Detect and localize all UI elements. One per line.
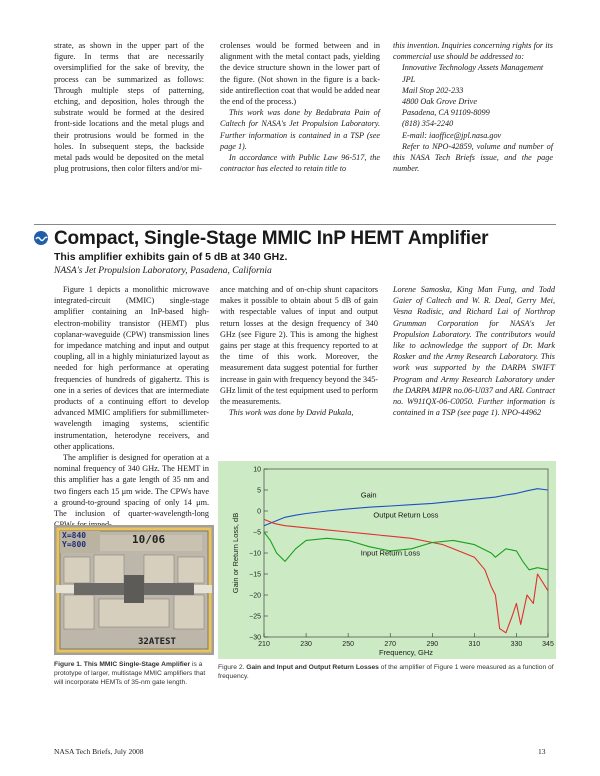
x-tick-label: 345 <box>542 641 554 648</box>
series-label: Gain <box>360 490 377 500</box>
caption-bold: Figure 1. This MMIC Single-Stage Amplifier <box>54 661 191 668</box>
paragraph: this invention. Inquiries concerning rights for its commercial use should be addressed to: <box>393 41 553 62</box>
chip-label-date: 10/06 <box>132 533 166 546</box>
chip-label-y: Y=800 <box>62 540 87 549</box>
top-col-3 <box>393 40 553 174</box>
contact-line: JPL <box>402 74 416 84</box>
contact-line: Mail Stop 202-233 <box>402 85 464 95</box>
y-tick-label: −15 <box>249 571 261 579</box>
y-tick-label: 0 <box>257 508 261 516</box>
caption-text: is a prototype of larger, multistage MMIC amplifiers that will incorporate HEMTs of 35-nm gate length. <box>54 661 206 686</box>
figure-1-caption <box>54 660 214 687</box>
article-title: Compact, Single-Stage MMIC InP HEMT Amplifier <box>54 228 489 249</box>
top-col-2 <box>220 40 380 174</box>
y-tick-label: 5 <box>257 487 261 495</box>
chip-label-x: X=840 <box>62 531 87 540</box>
x-tick-label: 270 <box>384 641 397 648</box>
figure-2-chart <box>218 461 556 659</box>
series-label: Output Return Loss <box>373 510 439 520</box>
y-tick-label: −30 <box>249 634 261 642</box>
x-tick-label: 210 <box>258 641 270 648</box>
contact-line: Innovative Technology Assets Management <box>402 63 544 73</box>
figure-2-caption <box>218 663 556 681</box>
x-axis-label: Frequency, GHz <box>378 648 434 657</box>
page-number: 13 <box>538 747 546 756</box>
caption-prefix: Figure 2. <box>218 664 247 671</box>
paragraph: crolenses would be formed between and in alignment with the metal contact pads, yielding the device structure shown in the lower part of the figure. (Not shown in the figure is a back-side antireflection coat that would be added near the end of the process.) <box>220 41 380 107</box>
x-tick-label: 310 <box>468 641 481 648</box>
y-axis-label: Gain or Return Loss, dB <box>231 512 240 594</box>
paragraph: ance matching and of on-chip shunt capacitors makes it possible to obtain about 5 dB of gain with respectable values of input and output return losses at the design frequency of 340 GHz (see Figure 2). This is among the highest gains per stage at this frequency reported to at the time of this work. Moreover, the measurement data suggest potential for further increase in gain with frequency beyond the 345-GHz limit of the test equipment used to perform the measurements. <box>220 285 379 407</box>
caption-bold: Gain and Input and Output Return Losses <box>246 664 379 671</box>
figure-1-chip-image <box>54 525 214 655</box>
credit-paragraph: This work was done by David Pukala, <box>229 408 354 418</box>
x-tick-label: 290 <box>426 641 439 648</box>
y-tick-label: −20 <box>249 592 261 600</box>
article-col-3 <box>393 284 555 418</box>
article-col-1 <box>54 284 209 530</box>
series-line-output-return-loss <box>264 519 548 632</box>
paragraph: strate, as shown in the upper part of the figure. In terms that are necessarily oversimplified for the sake of brevity, the process can be summarized as follows: Through multiple steps of patterning, etching, and deposition, holes through the substrate would be formed at the desired front-side locations and the metal plugs and their protrusions would be formed in the holes. In subsequent steps, the backside metal pads would be deposited on the metal plug protrusions, then color filters and/or mi- <box>54 41 204 174</box>
nasa-tech-briefs-icon <box>34 231 48 245</box>
series-line-gain <box>264 489 548 526</box>
caption-text: of the amplifier of Figure 1 were measured as a function of frequency. <box>218 664 554 680</box>
y-tick-label: 10 <box>253 466 261 474</box>
contact-line: Pasadena, CA 91109-8099 <box>402 108 490 118</box>
x-tick-label: 230 <box>300 641 312 648</box>
x-tick-label: 330 <box>510 641 523 648</box>
y-tick-label: −10 <box>249 550 261 558</box>
article-col-2 <box>220 284 378 418</box>
contact-line: (818) 354-2240 <box>402 119 454 129</box>
y-tick-label: −5 <box>253 529 261 537</box>
section-rule <box>34 224 556 225</box>
chip-label-id: 32ATEST <box>138 637 176 647</box>
article-subtitle: This amplifier exhibits gain of 5 dB at 340 GHz. <box>54 251 288 263</box>
refer-paragraph: Refer to NPO-42859, volume and number of this NASA Tech Briefs issue, and the page number. <box>393 141 553 174</box>
y-tick-label: −25 <box>249 613 261 621</box>
paragraph: Lorene Samoska, King Man Fung, and Todd Gaier of Caltech and W. R. Deal, Gerry Mei, Vesna Radisic, and Richard Lai of Northrop Grumman Corporation for NASA's Jet Propulsion Laboratory. The contributors would like to acknowledge the support of Dr. Mark Rosker and the Army Research Laboratory. This work was supported by the DARPA SWIFT Program and Army Research Laboratory under the DARPA MIPR no.06-U037 and ARL Contract no. W911QX-06-C0050. Further information is contained in a TSP (see page 1). NPO-44962 <box>393 285 555 418</box>
contact-line: 4800 Oak Grove Drive <box>402 97 477 107</box>
paragraph: Figure 1 depicts a monolithic microwave integrated-circuit (MMIC) single-stage amplifier containing an InP-based high-electron-mobility transistor (HEMT) plus coplanar-waveguide (CPW) transmission lines for impedance matching and input and output coupling, all in a highly miniaturized layout as needed for high performance at operating frequencies of hundreds of gigahertz. This is one in a series of devices that are intermediate products of a continuing effort to develop advanced MMIC amplifiers for submillimeter-wavelength imaging systems, scientific instrumentation, heterodyne receivers, and other applications. <box>54 285 209 451</box>
top-col-1 <box>54 40 204 174</box>
x-tick-label: 250 <box>342 641 354 648</box>
chart-svg <box>218 461 556 659</box>
credit-paragraph: This work was done by Bedabrata Pain of Caltech for NASA's Jet Propulsion Laboratory. Further information is contained in a TSP (see page 1). <box>220 108 380 151</box>
footer-publication: NASA Tech Briefs, July 2008 <box>54 747 144 756</box>
paragraph: The amplifier is designed for operation at a nominal frequency of 340 GHz. The HEMT in this amplifier has a gate length of 35 nm and two fingers each 15 μm wide. The CPWs have a ground-to-ground spacing of only 14 μm. The inclusion of quarter-wavelength-long <box>54 453 209 519</box>
contact-block <box>393 62 553 140</box>
article-affiliation: NASA's Jet Propulsion Laboratory, Pasadena, California <box>54 266 272 276</box>
series-label: Input Return Loss <box>360 548 420 558</box>
contact-line: E-mail: iaoffice@jpl.nasa.gov <box>402 130 502 140</box>
law-paragraph: In accordance with Public Law 96-517, the contractor has elected to retain title to <box>220 153 380 174</box>
